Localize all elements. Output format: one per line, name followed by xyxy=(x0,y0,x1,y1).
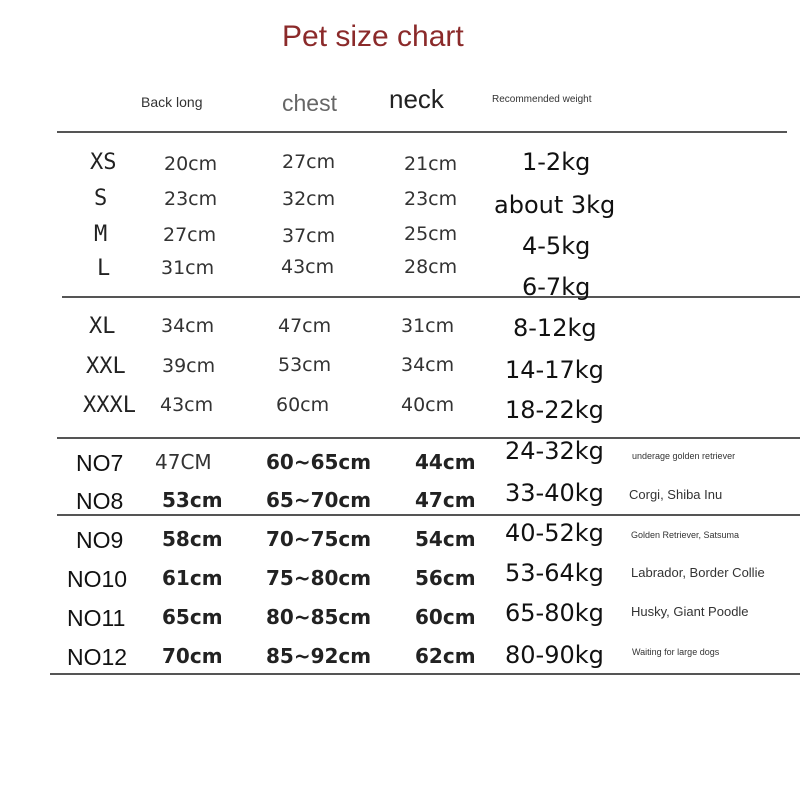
size-label: NO12 xyxy=(67,644,128,670)
size-label: XL xyxy=(89,314,116,339)
size-label: XS xyxy=(90,150,117,175)
weight-value: 8-12kg xyxy=(513,314,597,342)
back-value: 70cm xyxy=(162,644,223,668)
header-back-long: Back long xyxy=(141,94,203,110)
neck-value: 40cm xyxy=(401,394,455,416)
divider-large-sizes xyxy=(57,514,800,516)
neck-value: 28cm xyxy=(404,256,458,278)
weight-value: 18-22kg xyxy=(505,396,604,424)
weight-value: 24-32kg xyxy=(505,437,604,465)
chest-value: 80~85cm xyxy=(266,605,372,629)
neck-value: 23cm xyxy=(404,188,458,210)
size-label: XXL xyxy=(86,354,126,379)
weight-value: 80-90kg xyxy=(505,641,604,669)
neck-value: 21cm xyxy=(404,153,458,175)
weight-value: 4-5kg xyxy=(522,232,591,260)
back-value: 27cm xyxy=(163,224,217,246)
header-chest: chest xyxy=(282,90,337,116)
chest-value: 70~75cm xyxy=(266,527,372,551)
back-value: 39cm xyxy=(162,355,216,377)
back-value: 23cm xyxy=(164,188,218,210)
back-value: 53cm xyxy=(162,488,223,512)
chest-value: 43cm xyxy=(281,256,335,278)
neck-value: 60cm xyxy=(415,605,476,629)
back-value: 58cm xyxy=(162,527,223,551)
chest-value: 60~65cm xyxy=(266,450,372,474)
back-value: 65cm xyxy=(162,605,223,629)
size-label: XXXL xyxy=(83,393,136,418)
chest-value: 27cm xyxy=(282,151,336,173)
weight-value: about 3kg xyxy=(494,191,616,219)
size-label: NO9 xyxy=(76,527,124,553)
weight-value: 6-7kg xyxy=(522,273,591,301)
header-neck: neck xyxy=(389,84,444,114)
neck-value: 62cm xyxy=(415,644,476,668)
divider-header xyxy=(57,131,787,133)
size-label: M xyxy=(94,222,108,247)
back-value: 47CM xyxy=(155,450,212,474)
size-label: NO7 xyxy=(76,450,124,476)
neck-value: 44cm xyxy=(415,450,476,474)
neck-value: 31cm xyxy=(401,315,455,337)
divider-bottom xyxy=(50,673,800,675)
weight-value: 33-40kg xyxy=(505,479,604,507)
weight-value: 53-64kg xyxy=(505,559,604,587)
breed-note: underage golden retriever xyxy=(632,451,736,461)
breed-note: Corgi, Shiba Inu xyxy=(629,487,723,502)
size-label: NO11 xyxy=(67,605,126,631)
chest-value: 85~92cm xyxy=(266,644,372,668)
size-label: L xyxy=(97,256,111,281)
weight-value: 40-52kg xyxy=(505,519,604,547)
neck-value: 54cm xyxy=(415,527,476,551)
page-title: Pet size chart xyxy=(282,20,464,53)
size-label: S xyxy=(94,186,108,211)
chest-value: 47cm xyxy=(278,315,332,337)
divider-medium-sizes xyxy=(57,437,800,439)
neck-value: 25cm xyxy=(404,223,458,245)
back-value: 20cm xyxy=(164,153,218,175)
chest-value: 75~80cm xyxy=(266,566,372,590)
chest-value: 37cm xyxy=(282,225,336,247)
chest-value: 53cm xyxy=(278,354,332,376)
chest-value: 65~70cm xyxy=(266,488,372,512)
weight-value: 14-17kg xyxy=(505,356,604,384)
breed-note: Husky, Giant Poodle xyxy=(631,604,749,619)
back-value: 31cm xyxy=(161,257,215,279)
neck-value: 56cm xyxy=(415,566,476,590)
neck-value: 47cm xyxy=(415,488,476,512)
header-recommended-weight: Recommended weight xyxy=(492,94,592,105)
weight-value: 65-80kg xyxy=(505,599,604,627)
breed-note: Labrador, Border Collie xyxy=(631,565,765,580)
weight-value: 1-2kg xyxy=(522,148,591,176)
back-value: 61cm xyxy=(162,566,223,590)
chest-value: 32cm xyxy=(282,188,336,210)
back-value: 34cm xyxy=(161,315,215,337)
breed-note: Golden Retriever, Satsuma xyxy=(631,530,740,540)
size-label: NO10 xyxy=(67,566,128,592)
breed-note: Waiting for large dogs xyxy=(632,647,720,657)
divider-small-sizes xyxy=(62,296,800,298)
chest-value: 60cm xyxy=(276,394,330,416)
neck-value: 34cm xyxy=(401,354,455,376)
back-value: 43cm xyxy=(160,394,214,416)
size-label: NO8 xyxy=(76,488,124,514)
